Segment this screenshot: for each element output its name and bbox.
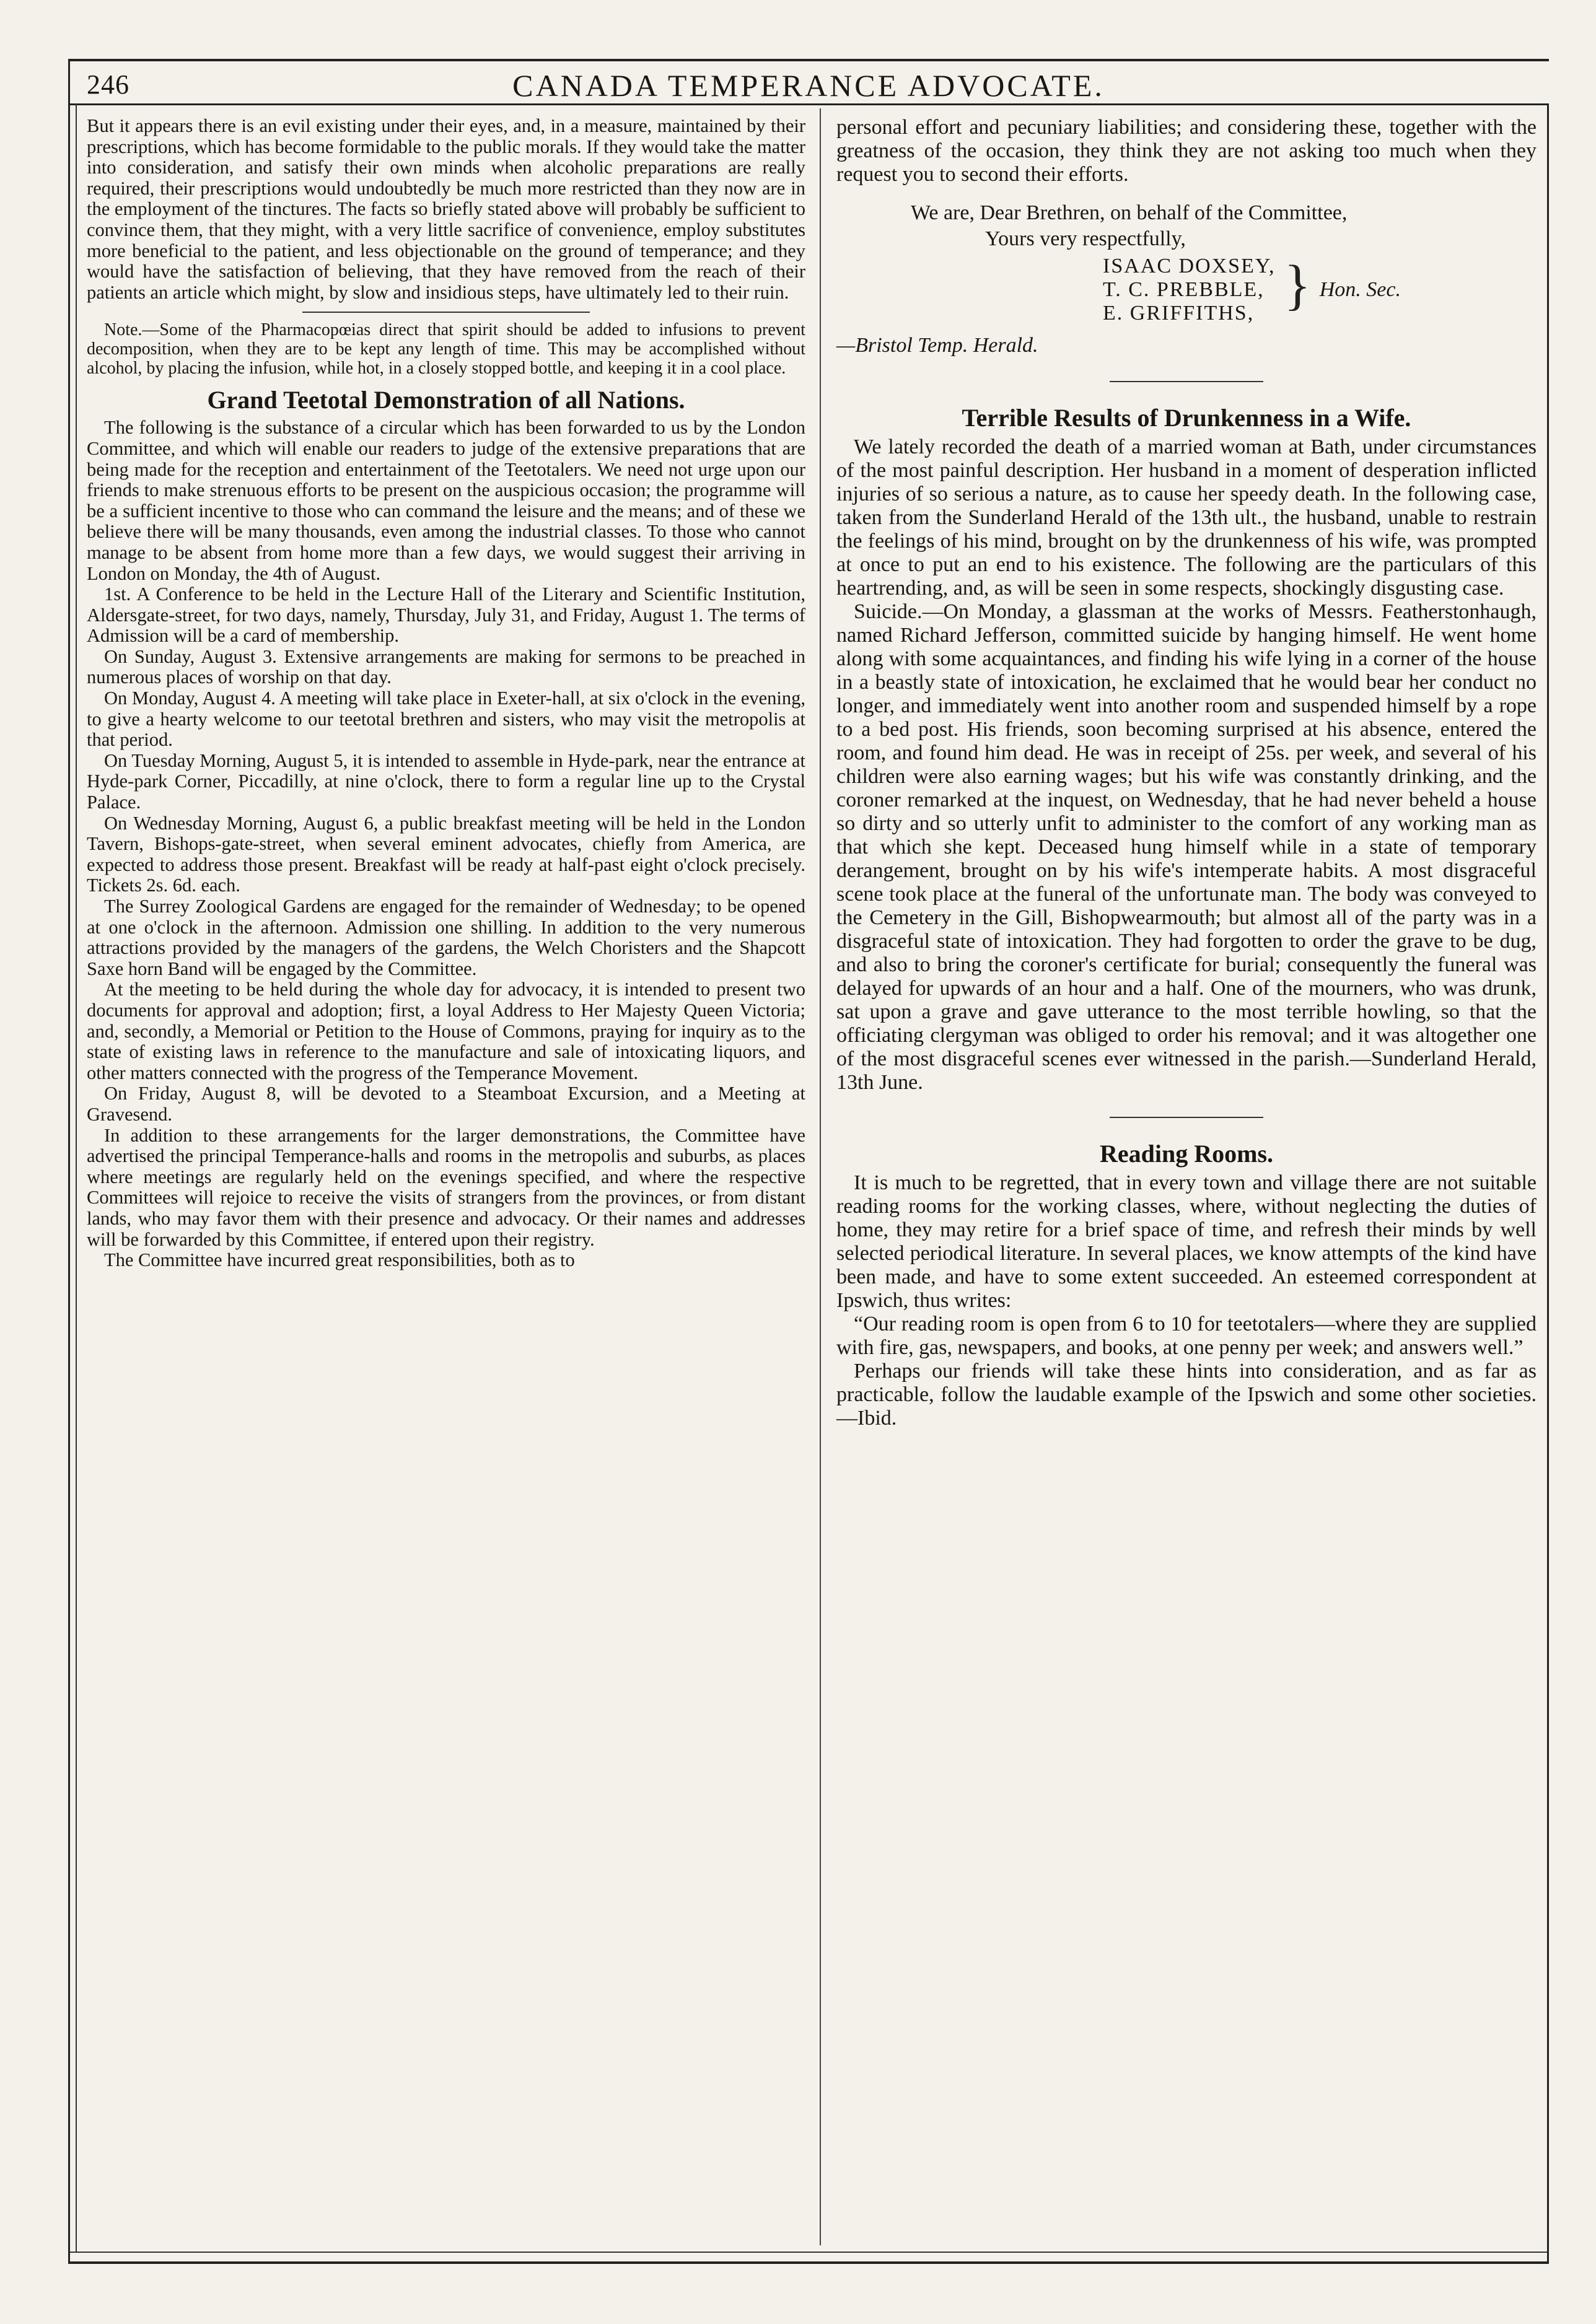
continuation-paragraph: personal effort and pecuniary liabilities; and considering these, together with the greatness of the occasion, they think they are not asking too much when they request you to second their efforts. [836,116,1537,186]
signature-intro: We are, Dear Brethren, on behalf of the Committee, [911,201,1348,224]
suicide-paragraph: Suicide.—On Monday, a glassman at the works of Messrs. Featherstonhaugh, named Richard Jefferson, committed suicide by hanging himself. He went home along with some acquaintances, and finding his wife lying in a corner of the house in a beastly state of intoxication, he exclaimed that he would bear her conduct no longer, and immediately went into another room and suspended himself by a rope to a bed post. His friends, soon becoming surprised at his absence, entered the room, and found him dead. He was in receipt of 25s. per week, and several of his children were also earning wages; but his wife was constantly drinking, and the coroner remarked at the inquest, on Wednesday, that he had never beheld a house so dirty and so utterly unfit to administer to the comfort of any working man as that which she kept. Deceased hung himself while in a state of temporary derangement, brought on by his wife's intemperate habits. A most disgraceful scene took place at the funeral of the unfortunate man. The body was conveyed to the Cemetery in the Gill, Bishopwearmouth; but almost all of the party was in a disgraceful state of intoxication. They had forgotten to order the grave to be dug, and also to bring the coroner's certificate for burial; consequently the funeral was delayed for upwards of an hour and a half. One of the mourners, who was drunk, sat upon a grave and gave utterance to the most terrible howling, so that the officiating clergyman was obliged to order his removal; and it was altogether one of the most disgraceful scenes ever witnessed in the parish.—Sunderland Herald, 13th June. [836,600,1537,1094]
signatory-role: Hon. Sec. [1319,278,1401,301]
masthead-title: CANADA TEMPERANCE ADVOCATE. [512,68,1105,103]
signatories [1103,255,1537,325]
newspaper-page [68,59,1549,2264]
article-paragraph: On Sunday, August 3. Extensive arrangements are making for sermons to be preached in numerous places of worship on that day. [87,645,805,688]
reading-paragraph: Perhaps our friends will take these hints into consideration, and as far as practicable, follow the laudable example of the Ipswich and some other societies.—Ibid. [836,1360,1537,1430]
article-paragraph: In addition to these arrangements for the larger demonstrations, the Committee have advertised the principal Temperance-halls and rooms in the metropolis and suburbs, as places where meetings are regularly held on the evenings specified, and where the respective Committees will rejoice to receive the visits of strangers from the provinces, or from distant lands, who may favor them with their presence and advocacy. Or their names and addresses will be forwarded by this Committee, if entered upon their registry. [87,1124,805,1250]
header-rule [68,103,1549,105]
column-divider [820,108,821,2245]
article-separator [1110,381,1264,382]
signature-yours: Yours very respectfully, [985,227,1186,250]
signatory-name: ISAAC DOXSEY, [1103,255,1276,277]
signatory-name: T. C. PREBBLE, [1103,278,1265,301]
intro-paragraph: But it appears there is an evil existing under their eyes, and, in a measure, maintained by their prescriptions, which has become formidable to the public morals. If they would take the matter into consideration, and satisfy their own minds when alcoholic preparations are really required, their prescriptions would undoubtedly be much more restricted than they now are in the employment of the tinctures. The facts so briefly stated above will probably be sufficient to convince them, that they might, with a very little sacrifice of convenience, employ substitutes more beneficial to the patient, and less objectionable on the ground of temperance; and they would have the satisfaction of believing, that they have removed from the reach of their patients an article which might, by slow and insidious steps, have ultimately led to their ruin. [87,115,805,303]
top-rule [68,59,1549,61]
page-number: 246 [87,69,129,100]
note-separator [302,312,590,313]
left-inner-border [76,103,77,2253]
article-paragraph: 1st. A Conference to be held in the Lecture Hall of the Literary and Scientific Institution, Aldersgate-street, for two days, namely, Thursday, July 31, and Friday, August 1. The terms of Admission will be a card of membership. [87,583,805,647]
demonstration-heading: Grand Teetotal Demonstration of all Nations. [207,386,685,414]
article-paragraph: On Friday, August 8, will be devoted to a Steamboat Excursion, and a Meeting at Gravesend. [87,1083,805,1125]
signatory-name: E. GRIFFITHS, [1103,302,1255,325]
reading-quote: “Our reading room is open from 6 to 10 for teetotalers—where they are supplied with fire, gas, newspapers, and books, at one penny per week; and answers well.” [836,1313,1537,1359]
article-paragraph: On Tuesday Morning, August 5, it is intended to assemble in Hyde-park, near the entrance at Hyde-park Corner, Piccadilly, at nine o'clock, there to form a regular line up to the Crystal Palace. [87,749,805,813]
signature-block [836,200,1537,359]
page-header [68,64,1549,103]
brace-glyph: } [1284,255,1311,316]
article-paragraph: The following is the substance of a circular which has been forwarded to us by the London Committee, and which will enable our readers to judge of the extensive preparations that are being made for the reception and entertainment of the Teetotalers. We need not urge upon our friends to make strenuous efforts to be present on the auspicious occasion; the programme will be a sufficient incentive to those who can command the leisure and the means; and of these we believe there will be many thousands, even among the industrial classes. To those who cannot manage to be absent from home more than a few days, we would suggest their arriving in London on Monday, the 4th of August. [87,417,805,584]
article-separator [1110,1117,1264,1118]
article-paragraph: The Committee have incurred great responsibilities, both as to [104,1249,575,1271]
drunkenness-paragraph: We lately recorded the death of a married woman at Bath, under circumstances of the most painful description. Her husband in a moment of desperation inflicted injuries of so serious a nature, as to cause her speedy death. In the following case, taken from the Sunderland Herald of the 13th ult., the husband, unable to restrain the feelings of his mind, brought on by the drunkenness of his wife, was prompted at once to put an end to his existence. The following are the particulars of this heartrending, and, as will be seen in some respects, shockingly disgusting case. [836,435,1537,600]
drunkenness-heading: Terrible Results of Drunkenness in a Wife. [962,404,1411,432]
left-column [87,116,805,1271]
signatory-list [1103,255,1276,325]
demonstration-article [87,417,805,1270]
article-paragraph: On Monday, August 4. A meeting will take place in Exeter-hall, at six o'clock in the evening, to give a hearty welcome to our teetotal brethren and sisters, who may visit the metropolis at that period. [87,688,805,751]
right-column [836,116,1537,1430]
article-paragraph: On Wednesday Morning, August 6, a public breakfast meeting will be held in the London Tavern, Bishops-gate-street, when several eminent advocates, chiefly from America, are expected to address those present. Breakfast will be ready at half-past eight o'clock precisely. Tickets 2s. 6d. each. [87,812,805,896]
pharmacopoeia-note: Note.—Some of the Pharmacopœias direct that spirit should be added to infusions to prevent decomposition, when they are to be kept any length of time. This may be accomplished without alcohol, by placing the infusion, while hot, in a closely stopped bottle, and keeping it in a cool place. [87,320,805,378]
bottom-inner-rule [68,2252,1549,2253]
left-border [68,59,70,2264]
reading-rooms-heading: Reading Rooms. [1099,1140,1274,1168]
article-paragraph: At the meeting to be held during the whole day for advocacy, it is intended to present two documents for approval and adoption; first, a loyal Address to Her Majesty Queen Victoria; and, secondly, a Memorial or Petition to the House of Commons, praying for inquiry as to the state of existing laws in reference to the manufacture and sale of intoxicating liquors, and other matters connected with the progress of the Temperance Movement. [87,979,805,1083]
reading-paragraph: It is much to be regretted, that in every town and village there are not suitable reading rooms for the working classes, where, without neglecting the duties of home, they may retire for a brief space of time, and refresh their minds by well selected periodical literature. In several places, we know attempts of the kind have been made, and have to some extent succeeded. An esteemed correspondent at Ipswich, thus writes: [836,1171,1537,1312]
article-paragraph: The Surrey Zoological Gardens are engaged for the remainder of Wednesday; to be opened at one o'clock in the afternoon. Admission one shilling. In addition to the very numerous attractions provided by the managers of the gardens, the Welch Choristers and the Shapcott Saxe horn Band will be engaged by the Committee. [87,896,805,979]
bottom-rule [68,2261,1549,2264]
right-border [1547,103,1549,2264]
source-credit: —Bristol Temp. Herald. [836,334,1038,357]
